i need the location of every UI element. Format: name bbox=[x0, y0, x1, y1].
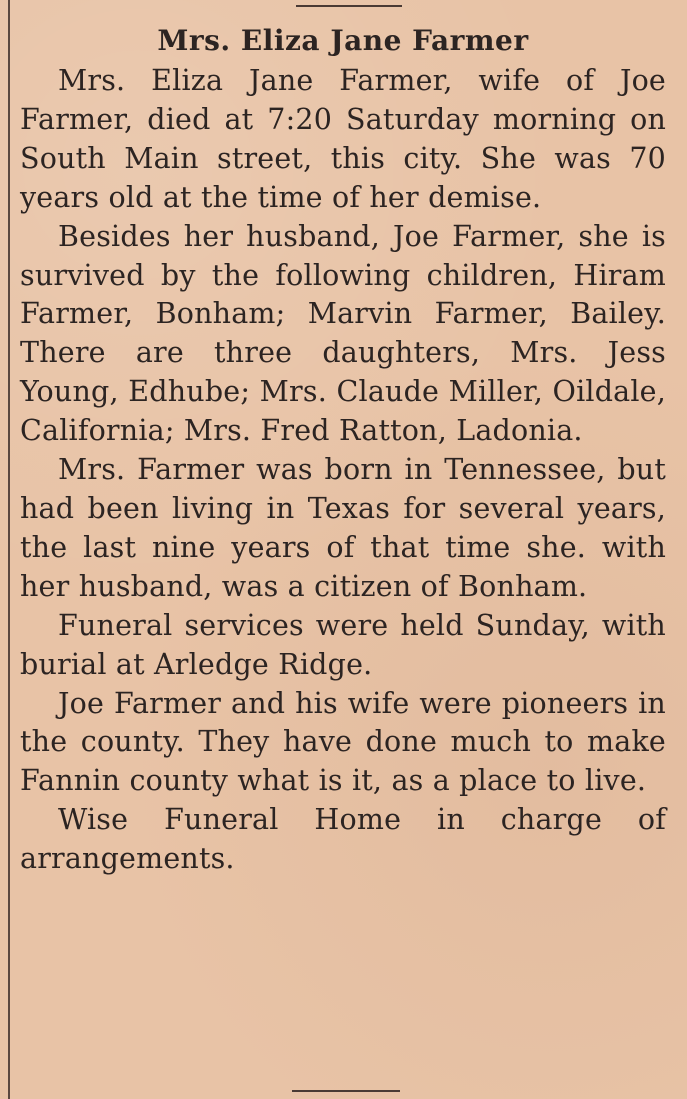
paragraph-biography: Mrs. Farmer was born in Tennessee, but had been living in Texas for several years, the last nine years of that time she. with her husband, was a citizen of Bonham. bbox=[20, 453, 666, 603]
paragraph-funeral: Funeral services were held Sunday, with burial at Arledge Ridge. bbox=[20, 608, 666, 681]
paragraph-death-notice: Mrs. Eliza Jane Farmer, wife of Joe Farmer, died at 7:20 Saturday morning on South Main street, this city. She was 70 years old at the time of her demise. bbox=[20, 64, 666, 214]
obituary-article bbox=[20, 20, 666, 879]
column-rule-left bbox=[8, 0, 10, 1099]
paragraph-arrangements: Wise Funeral Home in charge of arrangements. bbox=[20, 803, 666, 876]
separator-rule-bottom bbox=[292, 1090, 400, 1092]
paragraph-pioneers: Joe Farmer and his wife were pioneers in the county. They have done much to make Fannin county what is it, as a place to live. bbox=[20, 686, 666, 798]
paragraph-survivors: Besides her husband, Joe Farmer, she is survived by the following children, Hiram Farmer, Bonham; Marvin Farmer, Bailey. There are three daughters, Mrs. Jess Young, Edhube; Mrs. Claude Miller, Oildale, California; Mrs. Fred Ratton, Ladonia. bbox=[20, 219, 666, 448]
separator-rule-top bbox=[296, 5, 402, 7]
headline: Mrs. Eliza Jane Farmer bbox=[157, 24, 529, 57]
